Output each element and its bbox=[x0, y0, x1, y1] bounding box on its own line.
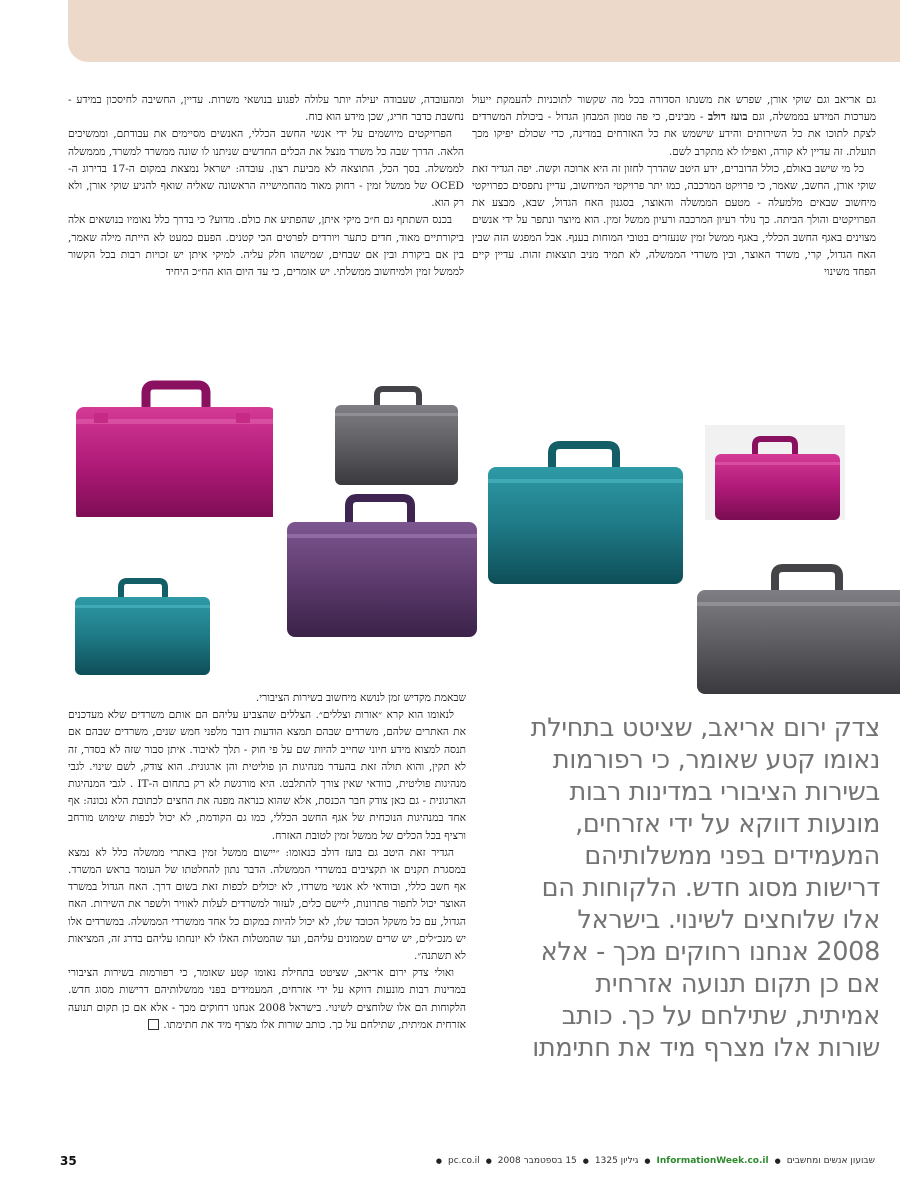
page-number: 35 bbox=[60, 1154, 77, 1168]
bullet-icon: ● bbox=[435, 1157, 442, 1165]
briefcase-purple bbox=[287, 490, 477, 637]
paragraph: בכנס השתתף גם ח״כ מיקי איתן, שהפתיע את כולם. מדוע? כי בדרך כלל נאומיו בנושאים אלה ביקורתיים מאוד, חדים כתער ויורדים לפרטים הכי קטנים. הפעם כמעט לא הייתה מילה שאמר, בין אם ביקורת ובין אם שבחים, שמישהו חלק עליה. למיקי איתן יש זכויות רבות בכל הקשור לממשל זמין ולמיחשוב ממשלתי. יש אומרים, כי עד היום הוא הח״כ היחיד bbox=[68, 214, 464, 279]
article-column-top-left bbox=[68, 92, 464, 342]
briefcase-magenta-small bbox=[705, 425, 845, 520]
person-name: בועז דולב bbox=[707, 111, 748, 124]
paragraph: ומהעובדה, שעבודה יעילה יותר עלולה לפגוע בנושאי משרות. עדיין, החשיבה לחיסכון במידע - נחשבת כדבר חריג, שכן מידע הוא כוח. bbox=[68, 94, 464, 124]
paragraph: הגדיר זאת היטב גם בועז דולב כנאומו: ״יישום ממשל זמין באתרי ממשלה כלל לא נמצא במסגרת תקנים או תקציבים במשרדי הממשלה. הדבר נתון להחלטתו של העומד בראש המשרד. אף חשב כללי, ובוודאי לא אנשי משרדו, לא יכולים לכפות זאת בשום דרך. האח הגדול במשרד האוצר יכול לתפור פתרונות, ליישם כלים, לעזור למשרדים לעלות לאוויר ולשפר את השירות. האח הגדול, עם כל משקל הכובד שלו, לא יכול להיות במקום כל אחד ממשרדי הממשלה. במשרדים אלו יש מנכ״לים, יש שרים שממונים עליהם, ועד שהמטלות האלו לא יונחתו עליהם בדרג זה, המציאות לא תשתנה״. bbox=[68, 846, 466, 963]
paragraph: גם אריאב וגם שוקי אורן, שפרש את משנתו הסדורה בכל מה שקשור לתוכניות להעמקת ייעול מערכות המידע בממשלה, וגם בועז דולב - מבינים, כי פה טמון המבחן הגדול - ביכולת המשרדים לצקת לתוכו את כל השירותים והידע שישמש את כל האזרחים במדינה, כדי שכולם יפיקו מכך תועלת. זה עדיין לא קורה, ואפילו לא מתקרב לשם. bbox=[472, 94, 876, 158]
briefcase-magenta-large bbox=[68, 357, 273, 517]
pull-quote: צדק ירום אריאב, שציטט בתחילת נאומו קטע שאומר, כי רפורמות בשירות הציבורי במדינות רבות מונעות דווקא על ידי אזרחים, המעמידים בפני ממשלותיהם דרישות מסוג חדש. הלקוחות הם אלו שלוחצים לשינוי. בישראל 2008 אנחנו רחוקים מכך - אלא אם כן תקום תנועה אזרחית אמיתית, שתילחם על כך. כותב שורות אלו מצרף מיד את חתימתו bbox=[530, 713, 880, 1063]
issue-number: גיליון 1325 bbox=[594, 1156, 639, 1166]
briefcase-gray-large bbox=[693, 562, 900, 694]
paragraph: לנאומו הוא קרא ״אורות וצללים״. הצללים שהצביע עליהם הם אותם משרדים שלא מעדכנים את האתרים שלהם, משרדים שבהם תמצא הודעות דובר מלפני חמש שנים, משרדים שבהם אם תנסה למצוא מידע חיוני שחייב להיות שם על פי חוק - תלך לאיבוד. איתן סבור שזה לא בסדר, זה לא תקין, והוא תולה זאת בהעדר מנהיגות הן פוליטית והן ארגונית. הוא צודק, לשם שינוי. לגבי מנהיגות פוליטית, כוודאי שאין צורך להתלבט. היא מורגשת לא רק בתחום ה-IT . לגבי המנהיגות הארגונית - גם כאן צודק חבר הכנסת, אלא שהוא כנראה מפנה את החצים לכתובת הלא נכונה: אף אחד במנהיגות הנוכחית של אגף החשב הכללי, כמו גם הקודמת, לא יכול לכפות שימוש מורחב ורציף בכל הכלים של ממשל זמין לטובת האזרח. bbox=[68, 709, 466, 842]
briefcase-gray-small bbox=[335, 385, 458, 485]
web-address[interactable]: pc.co.il bbox=[448, 1156, 480, 1166]
bullet-icon: ● bbox=[774, 1157, 781, 1165]
article-column-top-right bbox=[472, 92, 876, 342]
paragraph: כל מי שישב באולם, כולל הדוברים, ידע היטב שהדרך לחזון זה היא ארוכה וקשה. יפה הגדיר זאת שוקי אורן, החשב, שאמר, כי פרויקט המרכבה, כמו יתר פרויקטי המיחשוב, עדיין נתפסים כפרויקטי מיחשוב שבאים מלמעלה - מטעם הממשלה והאוצר, בסגנון האח הגדול, שבא, מבצע את הפרויקטים והולך הביתה. כך נולד רעיון המרכבה ורעיון ממשל זמין. הוא מיוצר ונתפר על ידי אנשים מצוינים באגף החשב הכללי, באגף ממשל זמין שנעזרים בטובי המוחות בענף. אבל המפגש הזה שבין האח הגדול, קרי, משרד האוצר, ובין משרדי הממשלה, לא תמיד מניב תוצאות זהות. עדיין קיים הפחד משינוי bbox=[472, 162, 876, 279]
page-footer bbox=[60, 1150, 875, 1172]
paragraph: ואולי צדק ירום אריאב, שציטט בתחילת נאומו קטע שאומר, כי רפורמות בשירות הציבורי במדינות רבות מונעות דווקא על ידי אזרחים, המעמידים בפני ממשלותיהם דרישות מסוג חדש. הלקוחות הם אלו שלוחצים לשינוי. בישראל 2008 אנחנו רחוקים מכך - אלא אם כן תקום תנועה אזרחית אמיתית, שתילחם על כך. כותב שורות אלו מצרף מיד את חתימתו. bbox=[68, 967, 466, 1031]
paragraph: שבאמת מקדיש זמן לנושא מיחשוב בשירות הציבורי. bbox=[255, 692, 466, 704]
publication-name: שבועון אנשים ומחשבים bbox=[786, 1156, 875, 1166]
issue-date: 15 בספטמבר 2008 bbox=[497, 1156, 577, 1166]
paragraph: הפרויקטים מיושמים על ידי אנשי החשב הכללי, האנשים מסיימים את עבודתם, וממשיכים הלאה. הדרך שבה כל משרד מנצל את הכלים החדשים שניתנו לו שונה ממשרד למשרד, מממשלה לממשלה. בסך הכל, התוצאה לא מביעת רצון. עובדה: ישראל נמצאת במקום ה-17 בדירוג ה-OCED של ממשל זמין - רחוק מאוד מהחמישייה הראשונה שאליה שואף להגיע שוקי אורן, ולא רק הוא. bbox=[68, 128, 464, 210]
site-link[interactable]: InformationWeek.co.il bbox=[656, 1156, 769, 1166]
article-column-bottom-left bbox=[68, 690, 466, 1144]
bullet-icon: ● bbox=[485, 1157, 492, 1165]
header-band bbox=[68, 0, 900, 62]
bullet-icon: ● bbox=[582, 1157, 589, 1165]
briefcase-teal-large bbox=[488, 437, 683, 584]
end-of-article-icon bbox=[148, 1019, 159, 1030]
bullet-icon: ● bbox=[644, 1157, 651, 1165]
briefcase-teal-small bbox=[75, 575, 210, 675]
